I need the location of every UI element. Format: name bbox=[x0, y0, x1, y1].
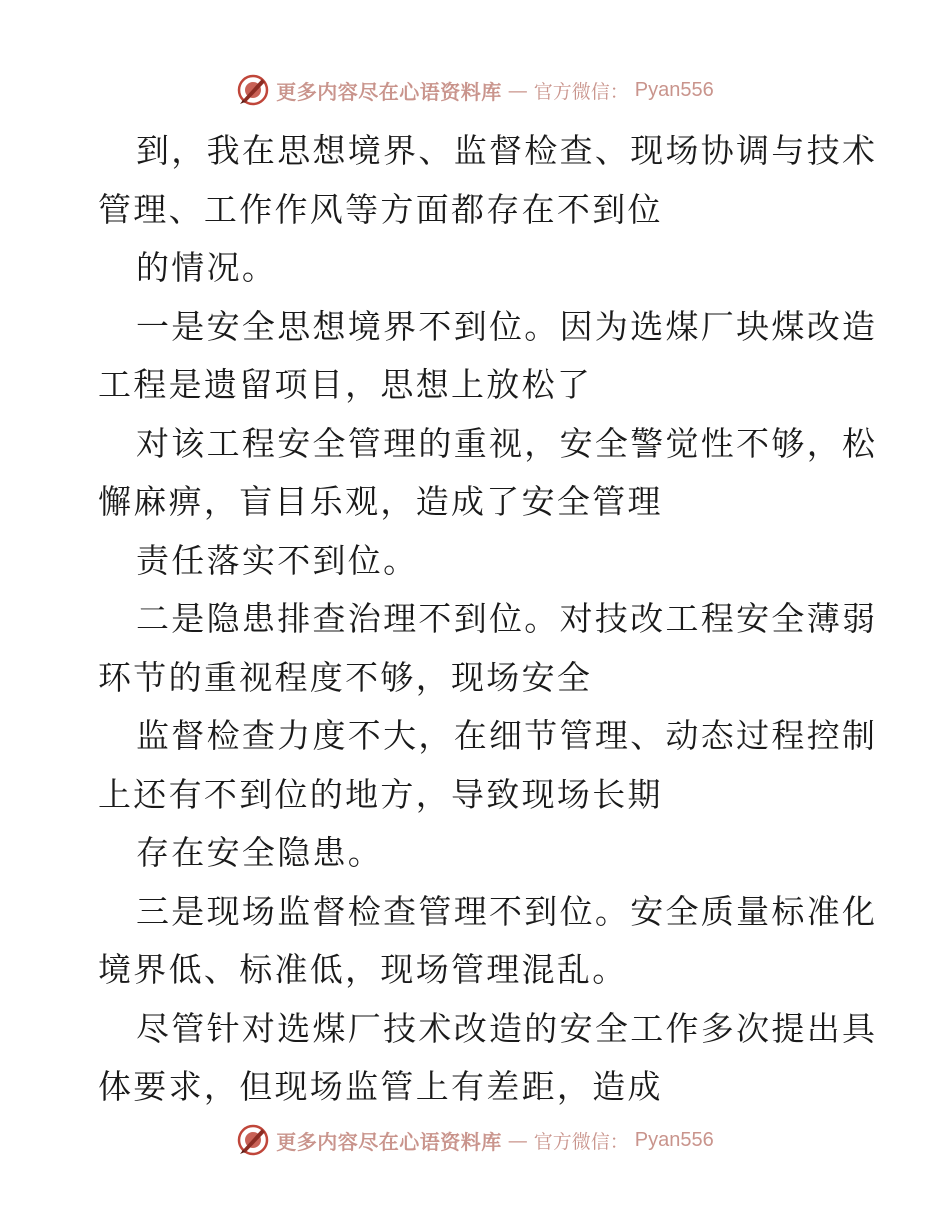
text-line: 境界低、标准低，现场管理混乱。 bbox=[98, 950, 628, 989]
text-line: 的情况。 bbox=[136, 248, 278, 287]
text-line: 环节的重视程度不够，现场安全 bbox=[98, 657, 593, 697]
banner-main-text: 更多内容尽在心语资料库 bbox=[276, 79, 502, 104]
text-line: 三是现场监督检查管理不到位。安全质量标准化 bbox=[136, 891, 878, 931]
text-line: 尽管针对选煤厂技术改造的安全工作多次提出具 bbox=[136, 1008, 878, 1048]
header-banner bbox=[0, 70, 950, 110]
footer-banner bbox=[0, 1120, 950, 1160]
quill-logo-icon bbox=[236, 1123, 270, 1157]
banner-wechat-label: 官方微信： bbox=[533, 80, 629, 103]
text-line: 工程是遗留项目，思想上放松了 bbox=[98, 365, 593, 404]
text-line: 监督检查力度不大，在细节管理、动态过程控制 bbox=[136, 716, 878, 755]
document-body bbox=[98, 122, 878, 1117]
text-line: 二是隐患排查治理不到位。对技改工程安全薄弱 bbox=[136, 599, 878, 638]
text-line: 懈麻痹，盲目乐观，造成了安全管理 bbox=[98, 482, 663, 521]
quill-logo-icon bbox=[236, 73, 270, 107]
banner-separator: — bbox=[507, 1128, 528, 1152]
text-line: 责任落实不到位。 bbox=[136, 540, 419, 580]
banner-main-text: 更多内容尽在心语资料库 bbox=[276, 1129, 502, 1154]
banner-wechat-account: Pyan556 bbox=[634, 1128, 714, 1151]
text-line: 一是安全思想境界不到位。因为选煤厂块煤改造 bbox=[136, 306, 878, 346]
text-line: 存在安全隐患。 bbox=[136, 833, 384, 872]
banner-wechat-label: 官方微信： bbox=[533, 1130, 629, 1153]
text-line: 体要求，但现场监管上有差距，造成 bbox=[98, 1067, 663, 1106]
text-line: 到，我在思想境界、监督检查、现场协调与技术 bbox=[136, 131, 878, 170]
banner-wechat-account: Pyan556 bbox=[634, 78, 714, 101]
text-line: 上还有不到位的地方，导致现场长期 bbox=[98, 774, 663, 814]
text-line: 管理、工作作风等方面都存在不到位 bbox=[98, 189, 663, 229]
banner-separator: — bbox=[507, 78, 528, 102]
text-line: 对该工程安全管理的重视，安全警觉性不够，松 bbox=[136, 423, 878, 463]
